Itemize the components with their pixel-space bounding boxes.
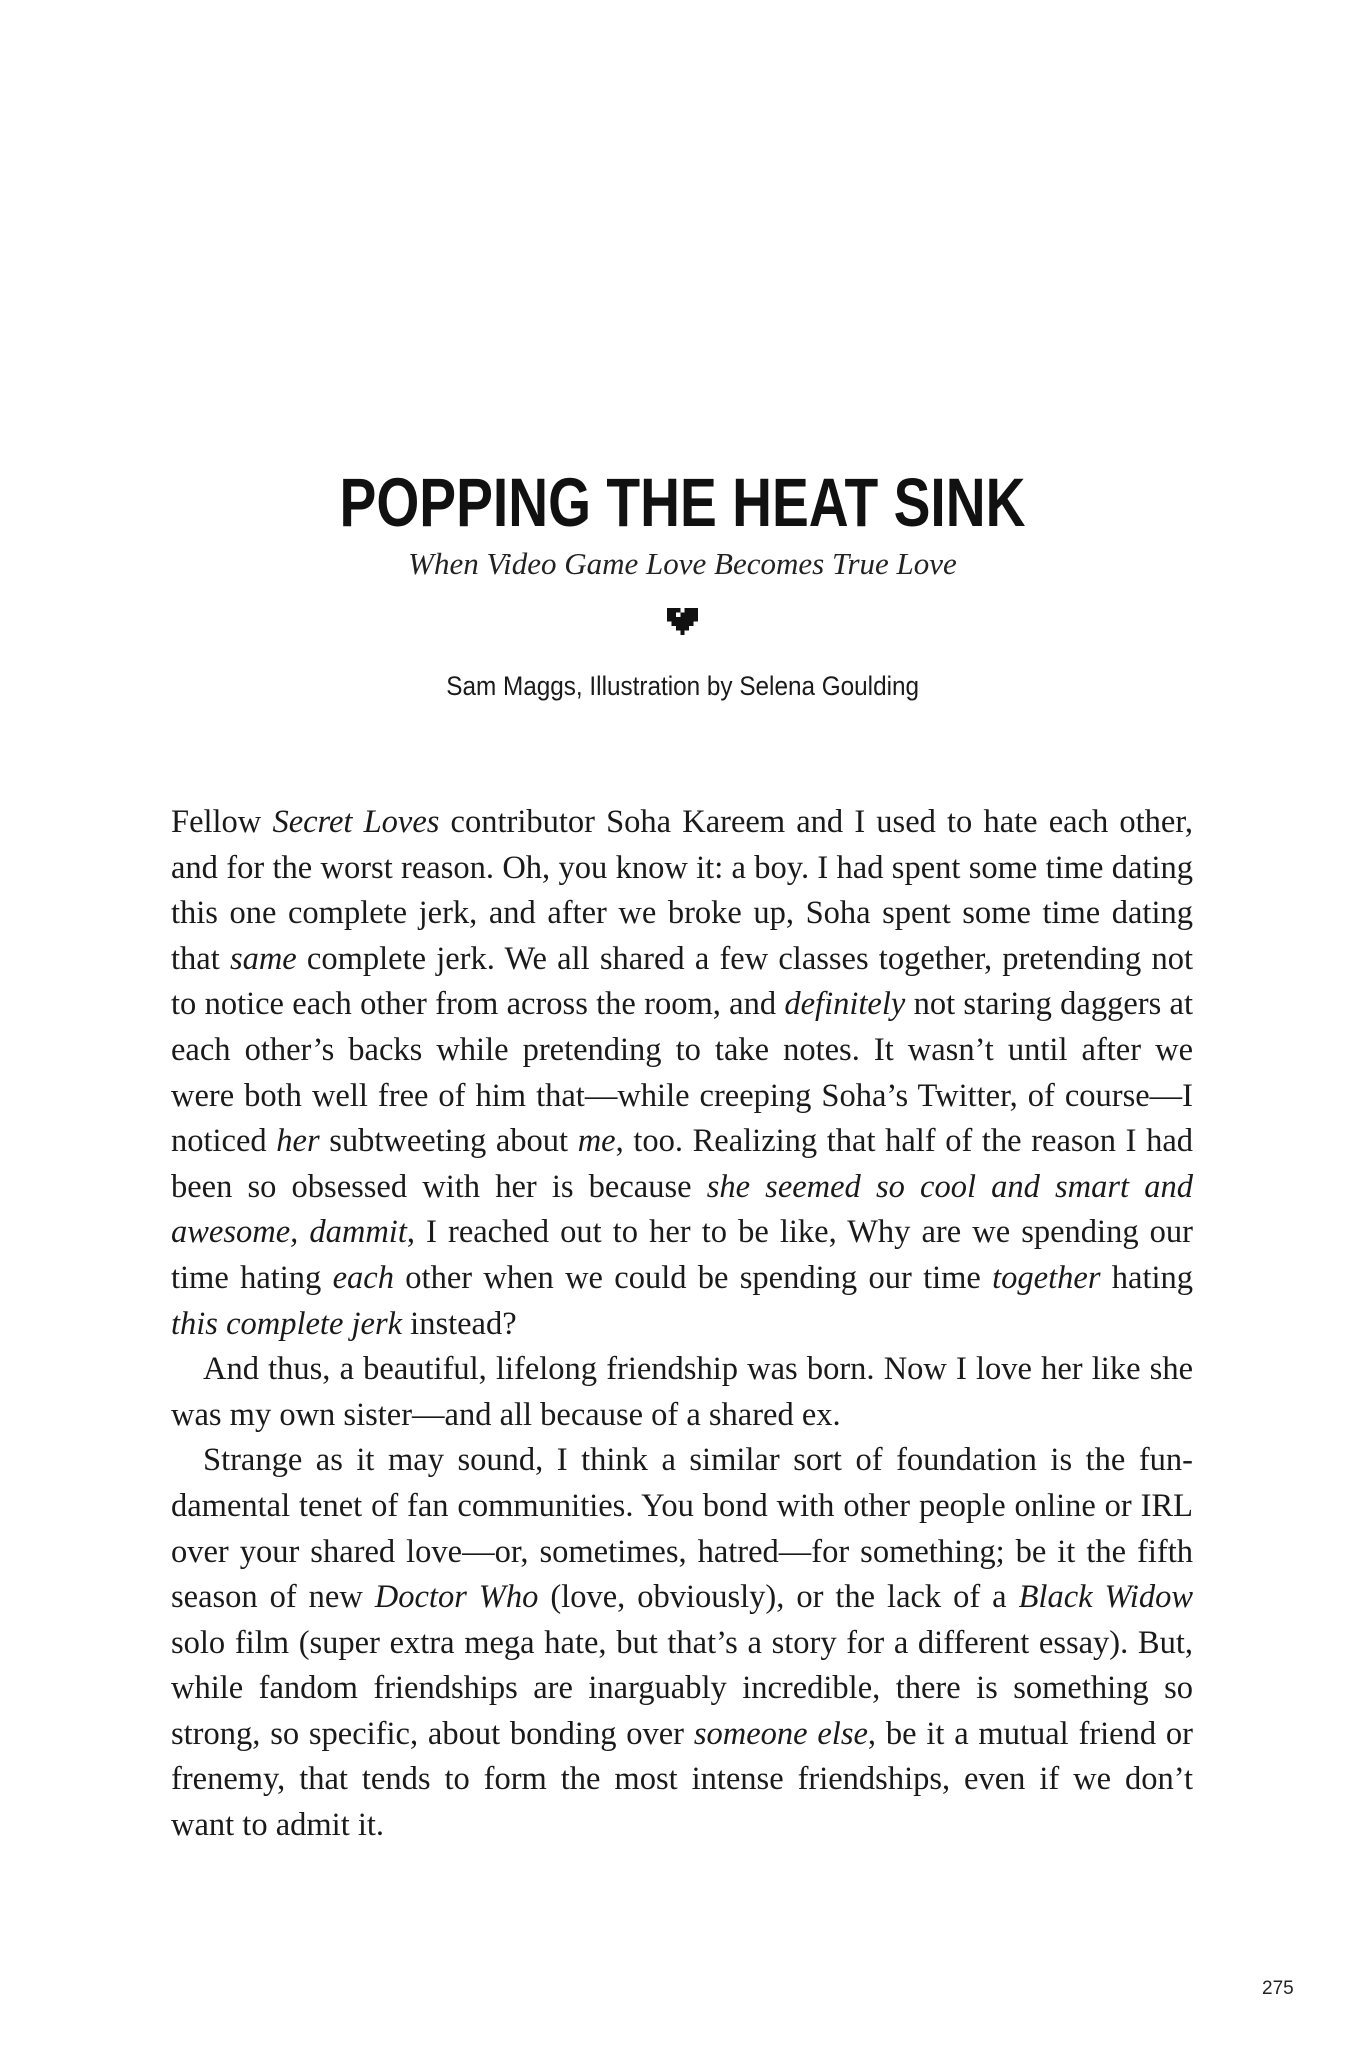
author-byline	[0, 668, 1365, 704]
text-run: And thus, a beautiful, lifelong friendship was born. Now I love her like she was my own sister—and all because of a shared ex.	[171, 1351, 1193, 1433]
text-run: , be it a mutual friend or frenemy, that tends to form the most intense friendships, even if we don’t want to admit it.	[171, 1715, 1193, 1844]
text-run: contributor Soha Kareem and I used to hate each other, and for the worst reason. Oh, you know it: a boy. I had spent some time dating this one complete jerk, and after we broke up, Soha spent some time dating that	[171, 804, 1193, 977]
chapter-title: POPPING THE HEAT SINK	[339, 464, 1026, 541]
text-run: solo film (super extra mega hate, but that’s a story for a different essay). But, while fandom friendships are inarguably incredible, there is something so strong, so specific, about bonding over	[171, 1624, 1193, 1752]
text-run: (love, obviously), or the lack of a	[538, 1579, 1019, 1616]
italic-run: Black Widow	[1018, 1579, 1194, 1616]
paragraph	[171, 800, 1193, 1347]
text-run: complete jerk. We all shared a few classes together, pretending not to notice each other from across the room, and	[171, 940, 1194, 1023]
page-number: 275	[1262, 1978, 1294, 1999]
article-body	[171, 800, 1193, 1849]
text-run: Strange as it may sound, I think a similar sort of foundation is the fundamental tenet of fan communities. You bond with other people online or IRL over your shared love—or, sometimes, hatred—for something; be it the fifth season of new	[171, 1442, 1193, 1616]
italic-run: together	[992, 1259, 1101, 1296]
italic-run: Secret Loves	[272, 804, 440, 840]
italic-run: she seemed so cool and smart and awesome, dammit	[171, 1168, 1193, 1251]
text-run: , I reached out to her to be like, Why are we spending our time hating	[171, 1214, 1193, 1296]
text-run: not staring daggers at each other’s backs while pretending to take notes. It wasn’t until after we were both well free of him that—while creeping Soha’s Twitter, of course—I noticed	[171, 986, 1193, 1160]
paragraph	[171, 1438, 1193, 1848]
italic-run: Doctor Who	[374, 1579, 539, 1616]
italic-run: me	[577, 1123, 616, 1160]
text-run: instead?	[402, 1305, 517, 1342]
paragraph	[171, 1347, 1193, 1438]
text-run: hating	[1100, 1259, 1194, 1296]
italic-run: someone else	[693, 1715, 868, 1752]
byline-text: Sam Maggs, Illustration by Selena Goulding	[446, 671, 919, 701]
italic-run: her	[276, 1123, 320, 1160]
chapter-subtitle: When Video Game Love Becomes True Love	[408, 546, 957, 581]
italic-run: each	[332, 1259, 394, 1296]
text-run: Fellow	[171, 804, 273, 840]
text-run: other when we could be spending our time	[393, 1259, 993, 1296]
italic-run: same	[229, 940, 297, 977]
italic-run: this complete jerk	[171, 1305, 403, 1342]
text-run: , too. Realizing that half of the reason I had been so obsessed with her is because	[171, 1123, 1193, 1205]
text-run: subtweeting about	[319, 1123, 578, 1160]
pixel-heart-icon	[667, 608, 698, 635]
italic-run: definitely	[784, 986, 906, 1023]
